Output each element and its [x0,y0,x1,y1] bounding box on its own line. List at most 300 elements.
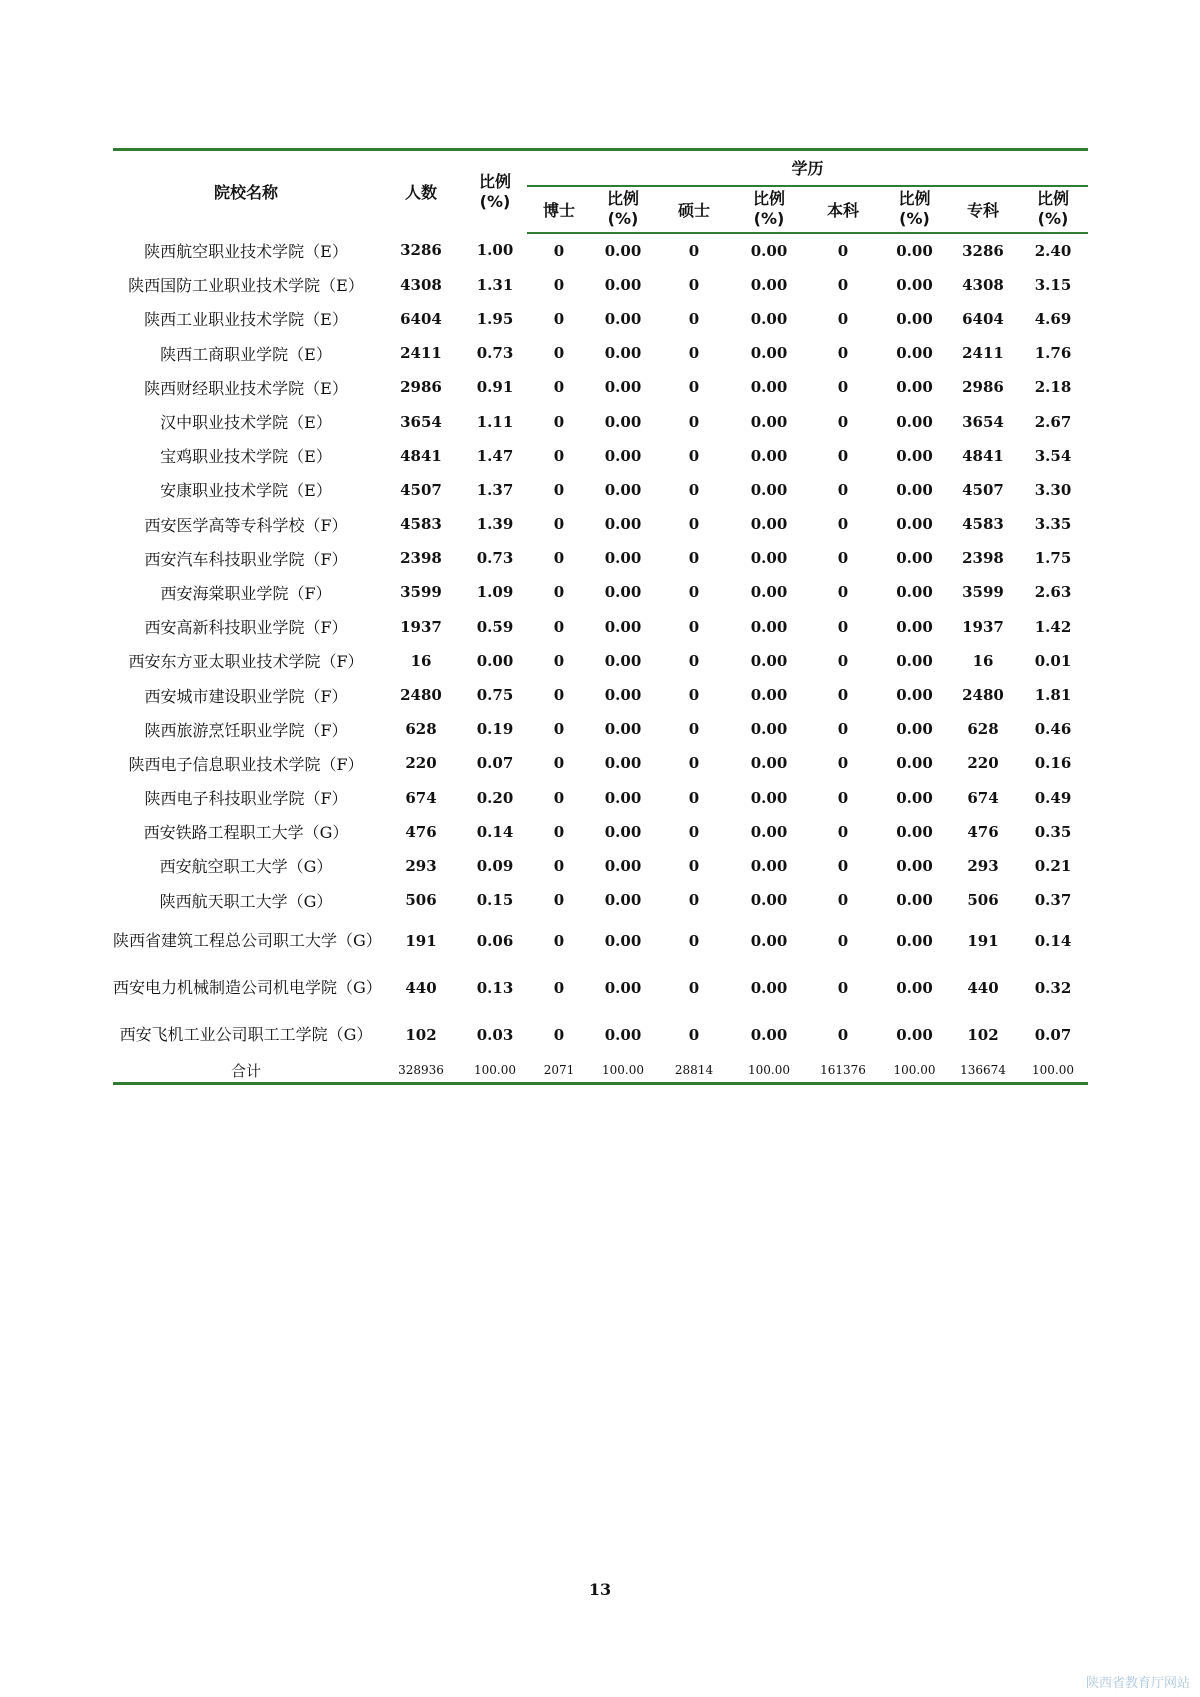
junior-cell: 2986 [962,378,1004,397]
master-pct-cell: 0.00 [750,412,788,431]
bachelor-cell: 0 [837,309,849,328]
master-cell: 0 [688,931,700,950]
table-row [113,849,1088,883]
bachelor-cell: 0 [837,480,849,499]
header-master-ratio-pct: (%) [753,209,785,228]
total-doctor: 2071 [527,1058,591,1084]
junior-cell: 4841 [962,446,1004,465]
junior-pct-cell: 2.18 [1034,378,1072,397]
ratio-cell: 0.14 [476,822,514,841]
school-name-cell: 西安铁路工程职工大学（G） [143,823,349,843]
master-cell: 0 [688,617,700,636]
bachelor-pct-cell: 0.00 [896,856,933,875]
bachelor-pct-cell: 0.00 [896,515,933,534]
header-bachelor-ratio-pct: (%) [899,209,930,228]
school-name-cell: 陕西电子信息职业技术学院（F） [128,754,364,774]
junior-cell: 3654 [962,412,1004,431]
junior-cell: 440 [967,978,999,997]
school-name-cell: 陕西省建筑工程总公司职工大学（G） [113,930,382,950]
bachelor-cell: 0 [837,412,849,431]
junior-cell: 3286 [962,241,1004,260]
count-cell: 4308 [400,275,442,294]
bachelor-cell: 0 [837,754,849,773]
master-pct-cell: 0.00 [750,1025,788,1044]
header-doctor-ratio [591,186,655,233]
junior-cell: 220 [967,754,999,773]
master-pct-cell: 0.00 [750,378,788,397]
junior-pct-cell: 1.75 [1034,549,1072,568]
header-bachelor-ratio [881,186,948,233]
ratio-cell: 0.03 [476,1025,514,1044]
bachelor-cell: 0 [837,549,849,568]
count-cell: 3286 [400,241,442,260]
school-name-cell: 宝鸡职业技术学院（E） [160,447,332,467]
junior-cell: 293 [967,856,999,875]
header-ratio-pct: (%) [479,191,511,211]
junior-pct-cell: 0.07 [1034,1025,1072,1044]
bachelor-cell: 0 [837,978,849,997]
ratio-cell: 1.39 [476,515,514,534]
master-pct-cell: 0.00 [750,856,788,875]
count-cell: 1937 [400,617,442,636]
junior-pct-cell: 3.54 [1034,446,1072,465]
doctor-cell: 0 [553,651,565,670]
header-ratio [463,150,527,233]
junior-pct-cell: 0.37 [1034,891,1072,910]
header-junior-ratio-pct: (%) [1037,209,1069,228]
total-count: 328936 [379,1058,463,1084]
bachelor-cell: 0 [837,931,849,950]
doctor-cell: 0 [553,412,565,431]
master-cell: 0 [688,651,700,670]
school-name-cell: 西安电力机械制造公司机电学院（G） [113,977,382,997]
table-row [113,439,1088,473]
junior-cell: 3599 [962,583,1004,602]
count-cell: 220 [405,754,437,773]
table-row [113,883,1088,917]
master-cell: 0 [688,309,700,328]
ratio-cell: 1.00 [476,241,514,260]
master-pct-cell: 0.00 [750,480,788,499]
table-row [113,781,1088,815]
ratio-cell: 0.19 [476,720,514,739]
table-row [113,815,1088,849]
ratio-cell: 0.09 [476,856,514,875]
bachelor-cell: 0 [837,583,849,602]
bachelor-cell: 0 [837,515,849,534]
education-table [113,148,1088,1085]
junior-pct-cell: 1.42 [1034,617,1072,636]
total-junior-pct: 100.00 [1018,1058,1088,1084]
doctor-cell: 0 [553,754,565,773]
master-cell: 0 [688,549,700,568]
bachelor-pct-cell: 0.00 [896,617,933,636]
table-row [113,746,1088,780]
school-name-cell: 西安城市建设职业学院（F） [144,686,348,706]
bachelor-pct-cell: 0.00 [896,788,933,807]
header-doctor-ratio-pct: (%) [607,209,639,228]
school-name-cell: 西安海棠职业学院（F） [160,583,332,603]
table-header [113,150,1088,233]
bachelor-pct-cell: 0.00 [896,720,933,739]
master-pct-cell: 0.00 [750,891,788,910]
school-name-cell: 陕西工商职业学院（E） [160,344,332,364]
ratio-cell: 0.06 [476,931,514,950]
junior-pct-cell: 2.40 [1034,241,1072,260]
bachelor-pct-cell: 0.00 [896,275,933,294]
header-junior-ratio [1018,186,1088,233]
master-pct-cell: 0.00 [750,309,788,328]
table-row [113,404,1088,438]
table-row [113,541,1088,575]
master-pct-cell: 0.00 [750,754,788,773]
count-cell: 628 [405,720,437,739]
master-cell: 0 [688,822,700,841]
count-cell: 4583 [400,515,442,534]
junior-pct-cell: 0.35 [1034,822,1072,841]
bachelor-pct-cell: 0.00 [896,822,933,841]
ratio-cell: 0.20 [476,788,514,807]
count-cell: 440 [405,978,437,997]
doctor-pct-cell: 0.00 [604,549,642,568]
master-pct-cell: 0.00 [750,446,788,465]
bachelor-pct-cell: 0.00 [896,583,933,602]
doctor-cell: 0 [553,344,565,363]
total-bachelor-pct: 100.00 [881,1058,948,1084]
education-table-container [113,148,1088,1085]
table-row [113,917,1088,964]
header-row-top [113,150,1088,186]
doctor-cell: 0 [553,583,565,602]
ratio-cell: 1.09 [476,583,514,602]
junior-cell: 4507 [962,480,1004,499]
ratio-cell: 1.11 [476,412,514,431]
doctor-cell: 0 [553,549,565,568]
doctor-pct-cell: 0.00 [604,309,642,328]
junior-cell: 2398 [962,549,1004,568]
junior-pct-cell: 0.46 [1034,720,1072,739]
school-name-cell: 西安医学高等专科学校（F） [144,515,348,535]
bachelor-pct-cell: 0.00 [896,412,933,431]
school-name-cell: 陕西工业职业技术学院（E） [144,310,348,330]
doctor-pct-cell: 0.00 [604,720,642,739]
junior-cell: 1937 [962,617,1004,636]
header-junior-ratio-label: 比例 [1037,189,1070,208]
doctor-pct-cell: 0.00 [604,378,642,397]
doctor-pct-cell: 0.00 [604,1025,642,1044]
bachelor-cell: 0 [837,378,849,397]
school-name-cell: 陕西财经职业技术学院（E） [144,378,348,398]
master-cell: 0 [688,583,700,602]
doctor-cell: 0 [553,931,565,950]
bachelor-pct-cell: 0.00 [896,931,933,950]
master-cell: 0 [688,412,700,431]
header-ratio-label: 比例 [478,171,511,191]
bachelor-pct-cell: 0.00 [896,651,933,670]
count-cell: 4507 [400,480,442,499]
doctor-pct-cell: 0.00 [604,856,642,875]
school-name-cell: 西安飞机工业公司职工工学院（G） [119,1024,373,1044]
header-education: 学历 [527,150,1088,186]
count-cell: 476 [405,822,437,841]
ratio-cell: 0.91 [476,378,514,397]
table-body [113,233,1088,1084]
master-cell: 0 [688,446,700,465]
bachelor-cell: 0 [837,686,849,705]
bachelor-pct-cell: 0.00 [896,686,933,705]
doctor-cell: 0 [553,788,565,807]
count-cell: 191 [405,931,437,950]
ratio-cell: 0.00 [476,651,514,670]
doctor-cell: 0 [553,978,565,997]
total-row [113,1058,1088,1084]
table-row [113,964,1088,1011]
doctor-pct-cell: 0.00 [604,686,642,705]
doctor-pct-cell: 0.00 [604,412,642,431]
table-row [113,644,1088,678]
count-cell: 2986 [400,378,442,397]
doctor-pct-cell: 0.00 [604,651,642,670]
junior-cell: 2411 [962,344,1004,363]
doctor-pct-cell: 0.00 [604,822,642,841]
master-cell: 0 [688,241,700,260]
count-cell: 3599 [400,583,442,602]
bachelor-pct-cell: 0.00 [896,978,933,997]
doctor-pct-cell: 0.00 [604,754,642,773]
junior-cell: 191 [967,931,999,950]
count-cell: 4841 [400,446,442,465]
header-master: 硕士 [655,186,733,233]
bachelor-cell: 0 [837,856,849,875]
ratio-cell: 1.31 [476,275,514,294]
junior-pct-cell: 0.01 [1034,651,1072,670]
header-bachelor: 本科 [805,186,881,233]
table-row [113,610,1088,644]
master-pct-cell: 0.00 [750,978,788,997]
junior-cell: 2480 [962,686,1004,705]
bachelor-pct-cell: 0.00 [896,344,933,363]
ratio-cell: 0.15 [476,891,514,910]
junior-cell: 628 [967,720,999,739]
master-cell: 0 [688,686,700,705]
school-name-cell: 汉中职业技术学院（E） [160,413,332,433]
table-row [113,678,1088,712]
school-name-cell: 陕西国防工业职业技术学院（E） [128,276,364,296]
junior-pct-cell: 3.30 [1034,480,1072,499]
bachelor-pct-cell: 0.00 [896,549,933,568]
school-name-cell: 陕西航空职业技术学院（E） [144,241,348,261]
table-row [113,233,1088,268]
junior-cell: 506 [967,891,999,910]
school-name-cell: 西安汽车科技职业学院（F） [144,549,348,569]
ratio-cell: 1.37 [476,480,514,499]
total-junior: 136674 [948,1058,1018,1084]
watermark: 陕西省教育厅网站 [1085,1676,1190,1691]
bachelor-pct-cell: 0.00 [896,754,933,773]
ratio-cell: 1.47 [476,446,514,465]
bachelor-cell: 0 [837,617,849,636]
junior-pct-cell: 2.67 [1034,412,1072,431]
doctor-cell: 0 [553,275,565,294]
header-master-ratio [733,186,805,233]
master-pct-cell: 0.00 [750,275,788,294]
bachelor-pct-cell: 0.00 [896,480,933,499]
master-pct-cell: 0.00 [750,344,788,363]
count-cell: 2398 [400,549,442,568]
doctor-pct-cell: 0.00 [604,480,642,499]
school-name-cell: 西安航空职工大学（G） [159,857,333,877]
junior-cell: 4583 [962,515,1004,534]
table-row [113,302,1088,336]
doctor-cell: 0 [553,822,565,841]
master-cell: 0 [688,754,700,773]
bachelor-pct-cell: 0.00 [896,1025,933,1044]
count-cell: 3654 [400,412,442,431]
table-row [113,473,1088,507]
bachelor-cell: 0 [837,1025,849,1044]
ratio-cell: 0.75 [476,686,514,705]
doctor-pct-cell: 0.00 [604,978,642,997]
ratio-cell: 0.13 [476,978,514,997]
ratio-cell: 0.59 [476,617,514,636]
header-master-ratio-label: 比例 [752,189,785,208]
bachelor-cell: 0 [837,275,849,294]
bachelor-cell: 0 [837,241,849,260]
master-pct-cell: 0.00 [750,788,788,807]
table-row [113,370,1088,404]
junior-cell: 476 [967,822,999,841]
doctor-pct-cell: 0.00 [604,446,642,465]
count-cell: 2480 [400,686,442,705]
count-cell: 6404 [400,309,442,328]
master-cell: 0 [688,378,700,397]
count-cell: 102 [405,1025,437,1044]
total-bachelor: 161376 [805,1058,881,1084]
doctor-cell: 0 [553,686,565,705]
table-row [113,712,1088,746]
master-pct-cell: 0.00 [750,241,788,260]
doctor-cell: 0 [553,617,565,636]
junior-pct-cell: 1.81 [1034,686,1072,705]
master-pct-cell: 0.00 [750,720,788,739]
junior-cell: 674 [967,788,999,807]
junior-pct-cell: 1.76 [1034,344,1072,363]
junior-pct-cell: 3.15 [1034,275,1072,294]
bachelor-cell: 0 [837,720,849,739]
doctor-cell: 0 [553,856,565,875]
bachelor-cell: 0 [837,891,849,910]
school-name-cell: 陕西旅游烹饪职业学院（F） [144,720,348,740]
ratio-cell: 0.73 [476,344,514,363]
junior-cell: 4308 [962,275,1004,294]
junior-cell: 102 [967,1025,999,1044]
bachelor-cell: 0 [837,651,849,670]
junior-cell: 16 [972,651,994,670]
doctor-pct-cell: 0.00 [604,891,642,910]
ratio-cell: 1.95 [476,309,514,328]
count-cell: 293 [405,856,437,875]
junior-pct-cell: 2.63 [1034,583,1072,602]
total-ratio: 100.00 [463,1058,527,1084]
bachelor-pct-cell: 0.00 [896,378,933,397]
count-cell: 506 [405,891,437,910]
doctor-pct-cell: 0.00 [604,931,642,950]
header-doctor-ratio-label: 比例 [606,189,639,208]
junior-pct-cell: 0.32 [1034,978,1072,997]
count-cell: 16 [410,651,432,670]
master-cell: 0 [688,978,700,997]
master-cell: 0 [688,891,700,910]
master-cell: 0 [688,275,700,294]
bachelor-cell: 0 [837,788,849,807]
master-pct-cell: 0.00 [750,515,788,534]
count-cell: 674 [405,788,437,807]
master-pct-cell: 0.00 [750,822,788,841]
total-doctor-pct: 100.00 [591,1058,655,1084]
junior-pct-cell: 3.35 [1034,515,1072,534]
total-label: 合计 [113,1058,379,1084]
header-count: 人数 [379,150,463,233]
header-doctor: 博士 [527,186,591,233]
junior-pct-cell: 0.21 [1034,856,1072,875]
junior-cell: 6404 [962,309,1004,328]
master-pct-cell: 0.00 [750,583,788,602]
table-row [113,1011,1088,1058]
doctor-cell: 0 [553,446,565,465]
doctor-cell: 0 [553,309,565,328]
header-school-name: 院校名称 [113,150,379,233]
total-master: 28814 [655,1058,733,1084]
bachelor-cell: 0 [837,344,849,363]
doctor-cell: 0 [553,720,565,739]
bachelor-pct-cell: 0.00 [896,891,933,910]
page-number: 13 [588,1580,612,1599]
header-bachelor-ratio-label: 比例 [898,189,931,208]
table-row [113,268,1088,302]
master-pct-cell: 0.00 [750,931,788,950]
junior-pct-cell: 4.69 [1034,309,1072,328]
master-cell: 0 [688,720,700,739]
master-pct-cell: 0.00 [750,549,788,568]
header-junior: 专科 [948,186,1018,233]
bachelor-pct-cell: 0.00 [896,241,933,260]
master-cell: 0 [688,344,700,363]
doctor-pct-cell: 0.00 [604,617,642,636]
master-cell: 0 [688,856,700,875]
bachelor-pct-cell: 0.00 [896,446,933,465]
junior-pct-cell: 0.16 [1034,754,1072,773]
master-cell: 0 [688,1025,700,1044]
master-cell: 0 [688,788,700,807]
doctor-pct-cell: 0.00 [604,515,642,534]
school-name-cell: 陕西航天职工大学（G） [159,891,333,911]
master-pct-cell: 0.00 [750,617,788,636]
master-cell: 0 [688,515,700,534]
ratio-cell: 0.07 [476,754,514,773]
school-name-cell: 西安东方亚太职业技术学院（F） [128,652,364,672]
doctor-pct-cell: 0.00 [604,275,642,294]
total-master-pct: 100.00 [733,1058,805,1084]
junior-pct-cell: 0.14 [1034,931,1072,950]
doctor-cell: 0 [553,378,565,397]
ratio-cell: 0.73 [476,549,514,568]
junior-pct-cell: 0.49 [1034,788,1072,807]
count-cell: 2411 [400,344,442,363]
doctor-cell: 0 [553,515,565,534]
doctor-pct-cell: 0.00 [604,344,642,363]
table-row [113,507,1088,541]
table-row [113,575,1088,609]
